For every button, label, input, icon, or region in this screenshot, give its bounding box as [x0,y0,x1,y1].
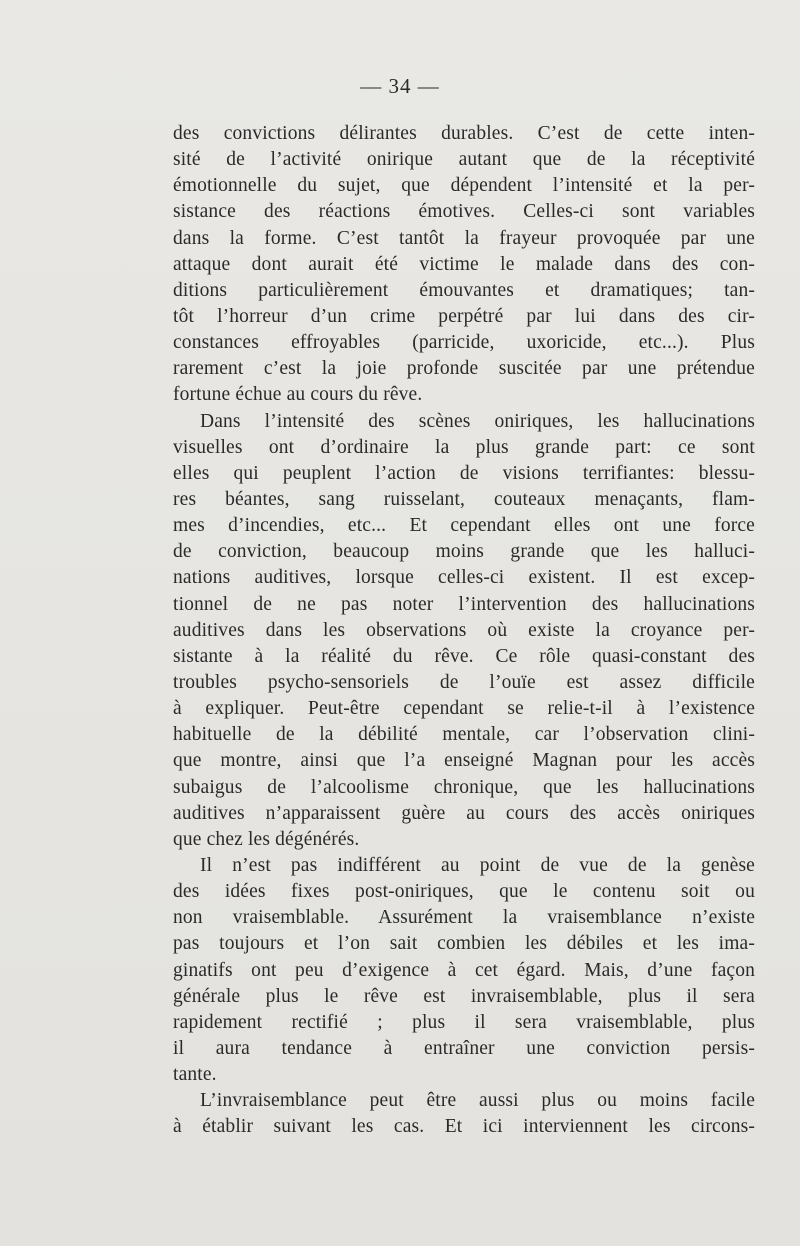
text-line: pas toujours et l’on sait combien les débiles et les ima- [173,933,755,955]
text-line: subaigus de l’alcoolisme chronique, que les hallucinations [173,776,755,798]
page-number: — 34 — [360,74,440,98]
text-line: auditives dans les observations où existe la croyance per- [173,619,755,641]
text-line: habituelle de la débilité mentale, car l’observation clini- [173,724,755,746]
text-line: mes d’incendies, etc... Et cependant elles ont une force [173,515,755,537]
text-line: émotionnelle du sujet, que dépendent l’intensité et la per- [173,175,755,197]
text-line: sité de l’activité onirique autant que de la réceptivité [173,149,755,171]
text-line: rapidement rectifié ; plus il sera vraisemblable, plus [173,1011,755,1033]
text-line: visuelles ont d’ordinaire la plus grande part: ce sont [173,436,755,458]
text-line: attaque dont aurait été victime le malade dans des con- [173,253,755,275]
text-line: il aura tendance à entraîner une conviction persis- [173,1037,755,1059]
text-line: des idées fixes post-oniriques, que le contenu soit ou [173,881,755,903]
text-line: elles qui peuplent l’action de visions terrifiantes: blessu- [173,462,755,484]
text-line: L’invraisemblance peut être aussi plus ou moins facile [200,1090,755,1112]
text-line: à établir suivant les cas. Et ici interviennent les circons- [173,1116,755,1138]
text-line: Il n’est pas indifférent au point de vue de la genèse [200,854,755,876]
text-line: sistance des réactions émotives. Celles-ci sont variables [173,201,755,223]
text-line: constances effroyables (parricide, uxoricide, etc...). Plus [173,332,755,354]
text-line: troubles psycho-sensoriels de l’ouïe est assez difficile [173,671,755,693]
text-line: nations auditives, lorsque celles-ci existent. Il est excep- [173,567,755,589]
text-line: tionnel de ne pas noter l’intervention des hallucinations [173,593,755,615]
text-line: que montre, ainsi que l’a enseigné Magnan pour les accès [173,750,755,772]
text-line: sistante à la réalité du rêve. Ce rôle quasi-constant des [173,645,755,667]
text-line: tôt l’horreur d’un crime perpétré par lui dans des cir- [173,305,755,327]
text-line: que chez les dégénérés. [173,828,360,850]
body-text [173,121,755,1140]
text-line: ditions particulièrement émouvantes et dramatiques; tan- [173,279,755,301]
text-line: de conviction, beaucoup moins grande que les halluci- [173,541,755,563]
text-line: tante. [173,1064,217,1086]
text-line: ginatifs ont peu d’exigence à cet égard. Mais, d’une façon [173,959,755,981]
text-line: rarement c’est la joie profonde suscitée par une prétendue [173,358,755,380]
text-line: dans la forme. C’est tantôt la frayeur provoquée par une [173,227,755,249]
text-line: Dans l’intensité des scènes oniriques, les hallucinations [200,410,755,432]
text-line: fortune échue au cours du rêve. [173,384,423,406]
text-line: à expliquer. Peut-être cependant se relie-t-il à l’existence [173,698,755,720]
text-line: auditives n’apparaissent guère au cours des accès oniriques [173,802,755,824]
text-line: générale plus le rêve est invraisemblable, plus il sera [173,985,755,1007]
text-line: non vraisemblable. Assurément la vraisemblance n’existe [173,907,755,929]
text-line: res béantes, sang ruisselant, couteaux menaçants, flam- [173,488,755,510]
text-line: des convictions délirantes durables. C’est de cette inten- [173,123,755,144]
